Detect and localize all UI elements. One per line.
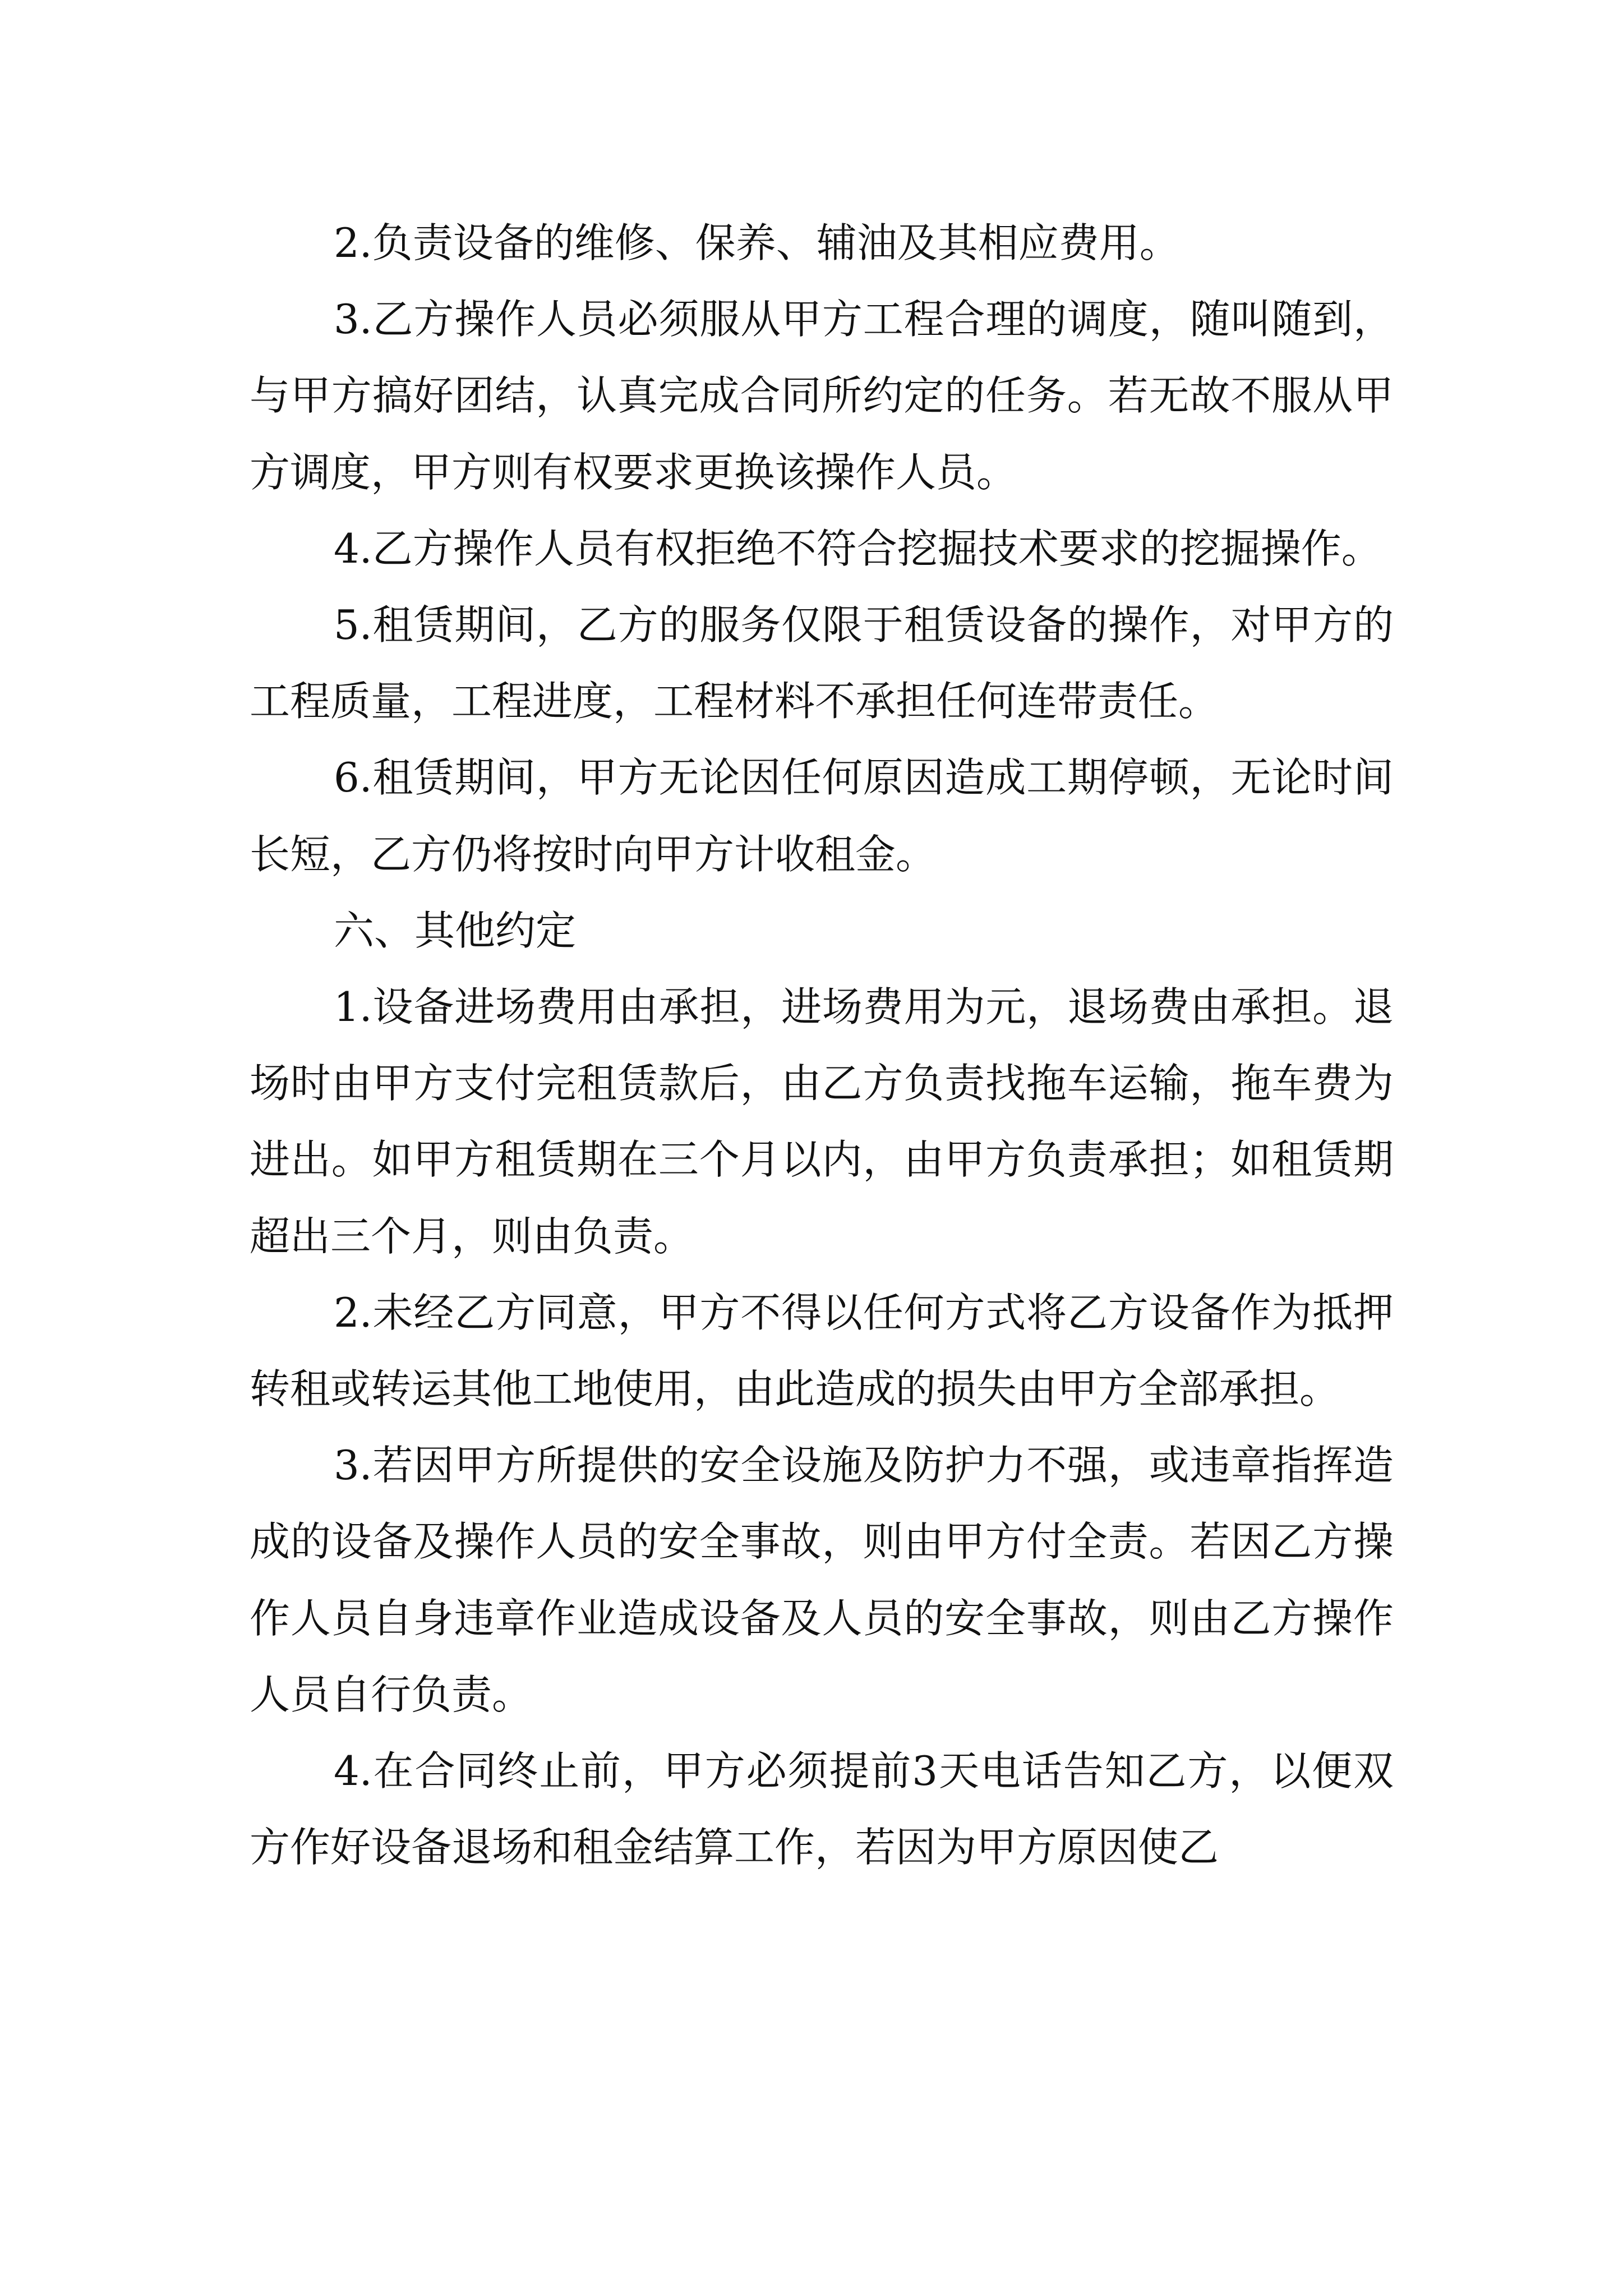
paragraph-safety-liability: 3.若因甲方所提供的安全设施及防护力不强，或违章指挥造成的设备及操作人员的安全事故，则由甲方付全责。若因乙方操作人员自身违章作业造成设备及人员的安全事故，则由乙方操作人员自行负责。	[250, 1442, 1394, 1718]
paragraph-termination-notice: 4.在合同终止前，甲方必须提前3天电话告知乙方，以便双方作好设备退场和租金结算工作，若因为甲方原因使乙	[250, 1747, 1394, 1871]
paragraph-refuse-operation: 4.乙方操作人员有权拒绝不符合挖掘技术要求的挖掘操作。	[334, 524, 1382, 572]
paragraph-maintenance-costs: 2.负责设备的维修、保养、辅油及其相应费用。	[334, 219, 1180, 266]
paragraph-rent-during-stoppage: 6.租赁期间，甲方无论因任何原因造成工期停顿，无论时间长短，乙方仍将按时向甲方计收租金。	[250, 754, 1394, 878]
paragraph-no-sublease: 2.未经乙方同意，甲方不得以任何方式将乙方设备作为抵押转租或转运其他工地使用，由此造成的损失由甲方全部承担。	[250, 1289, 1394, 1413]
paragraph-entry-exit-fees: 1.设备进场费用由承担，进场费用为元，退场费由承担。退场时由甲方支付完租赁款后，由乙方负责找拖车运输，拖车费为进出。如甲方租赁期在三个月以内，由甲方负责承担；如租赁期超出三个月，则由负责。	[250, 983, 1394, 1260]
paragraph-operator-dispatch: 3.乙方操作人员必须服从甲方工程合理的调度，随叫随到，与甲方搞好团结，认真完成合同所约定的任务。若无故不服从甲方调度，甲方则有权要求更换该操作人员。	[250, 296, 1394, 496]
section-heading-other-terms: 六、其他约定	[334, 907, 577, 954]
paragraph-service-scope: 5.租赁期间，乙方的服务仅限于租赁设备的操作，对甲方的工程质量，工程进度，工程材料不承担任何连带责任。	[250, 601, 1394, 725]
document-body	[250, 205, 1394, 1885]
